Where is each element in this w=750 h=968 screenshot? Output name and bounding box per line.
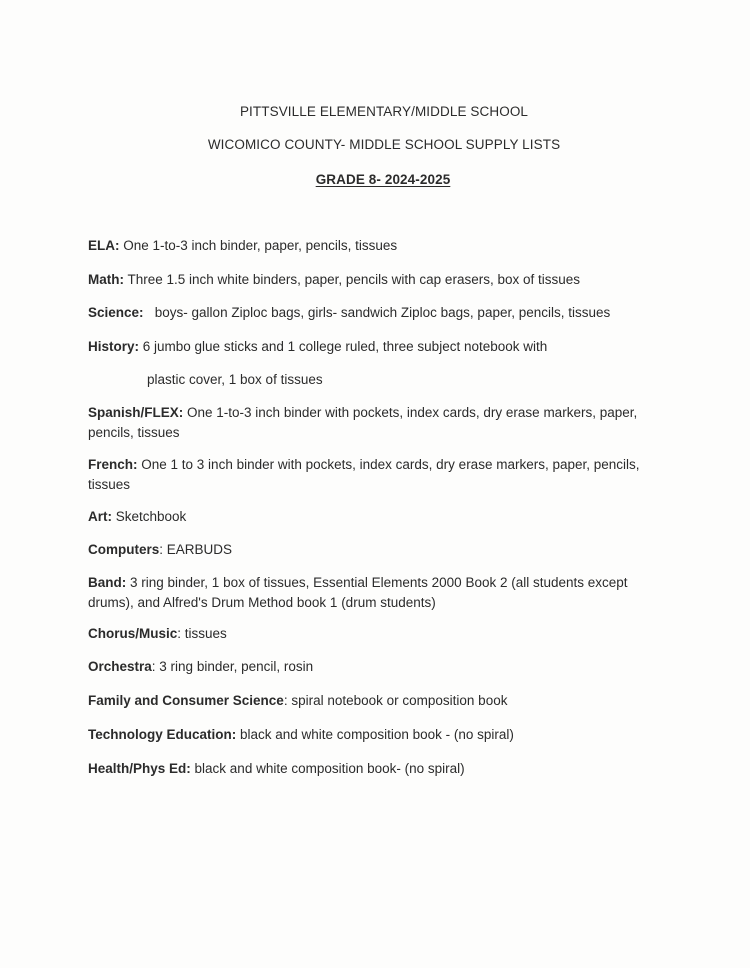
subject-band: [88, 573, 668, 613]
school-name: PITTSVILLE ELEMENTARY/MIDDLE SCHOOL: [239, 104, 529, 119]
subject-label: Computers: [88, 542, 160, 557]
subject-items: One 1-to-3 inch binder with pockets, index cards, dry erase markers, paper, pencils, tissues: [88, 405, 638, 440]
subject-items: : spiral notebook or composition book: [283, 693, 508, 708]
subject-items: 3 ring binder, 1 box of tissues, Essential Elements 2000 Book 2 (all students except drums), and Alfred's Drum Method book 1 (drum students): [88, 575, 628, 610]
subject-history-continuation: plastic cover, 1 box of tissues: [147, 372, 323, 387]
subject-label: Spanish/FLEX:: [88, 405, 184, 420]
subject-label: Technology Education:: [88, 727, 237, 742]
subject-french: [88, 455, 668, 495]
subject-chorus-music: [88, 624, 668, 644]
subject-technology-education: [88, 725, 668, 745]
subject-items: Sketchbook: [112, 509, 187, 524]
subject-spanish-flex: [88, 403, 668, 443]
subject-label: Math:: [88, 272, 124, 287]
grade-heading: GRADE 8- 2024-2025: [315, 172, 451, 187]
subject-label: Health/Phys Ed:: [88, 761, 191, 776]
subject-label: Orchestra: [88, 659, 152, 674]
subject-math: [88, 270, 668, 290]
subject-art: [88, 507, 668, 527]
subject-label: Art:: [88, 509, 112, 524]
subject-label: Chorus/Music: [88, 626, 178, 641]
subject-items: One 1-to-3 inch binder, paper, pencils, tissues: [119, 238, 398, 253]
subject-items: : tissues: [177, 626, 227, 641]
subject-science: [88, 303, 668, 323]
subject-family-consumer-science: [88, 691, 668, 711]
subject-label: French:: [88, 457, 138, 472]
subject-label: ELA:: [88, 238, 120, 253]
subject-items: boys- gallon Ziploc bags, girls- sandwich Ziploc bags, paper, pencils, tissues: [143, 305, 611, 320]
list-title: WICOMICO COUNTY- MIDDLE SCHOOL SUPPLY LISTS: [207, 137, 561, 152]
subject-items: Three 1.5 inch white binders, paper, pencils with cap erasers, box of tissues: [124, 272, 580, 287]
subject-items: black and white composition book - (no spiral): [236, 727, 514, 742]
subject-items: : 3 ring binder, pencil, rosin: [151, 659, 314, 674]
subject-label: Science:: [88, 305, 144, 320]
subject-health-phys-ed: [88, 759, 668, 779]
subject-label: Family and Consumer Science: [88, 693, 284, 708]
subject-label: History:: [88, 339, 140, 354]
subject-label: Band:: [88, 575, 127, 590]
subject-orchestra: [88, 657, 668, 677]
subject-computers: [88, 540, 668, 560]
subject-items: 6 jumbo glue sticks and 1 college ruled, three subject notebook with: [139, 339, 548, 354]
subject-ela: [88, 236, 668, 256]
subject-items: black and white composition book- (no spiral): [190, 761, 465, 776]
subject-items: : EARBUDS: [159, 542, 233, 557]
subject-items: One 1 to 3 inch binder with pockets, index cards, dry erase markers, paper, pencils, tissues: [88, 457, 640, 492]
subject-history: [88, 337, 668, 357]
